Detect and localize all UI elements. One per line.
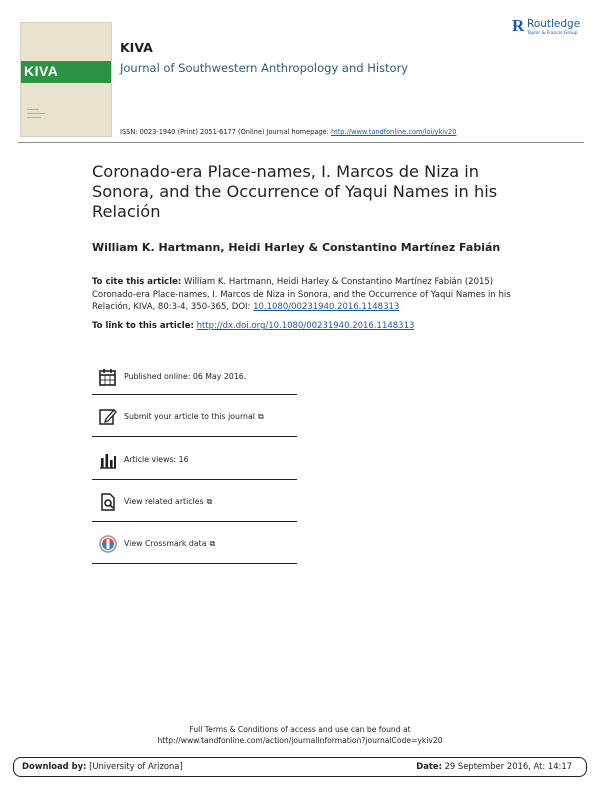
views-row bbox=[92, 450, 297, 490]
citation-block bbox=[92, 276, 532, 314]
cover-title: KIVA bbox=[24, 63, 59, 79]
cover-rule bbox=[27, 109, 39, 110]
article-title: Coronado-era Place-names, I. Marcos de Niza in Sonora, and the Occurrence of Yaqui Names in his Relación bbox=[92, 162, 498, 221]
submit-article-link[interactable] bbox=[124, 412, 264, 422]
journal-homepage-link[interactable]: http://www.tandfonline.com/loi/ykiv20 bbox=[330, 128, 457, 136]
related-label: View related articles bbox=[124, 497, 204, 506]
meta-divider bbox=[92, 521, 297, 522]
cover-rule bbox=[27, 113, 45, 114]
external-link-icon: ⧉ bbox=[206, 497, 213, 506]
related-articles-link[interactable] bbox=[124, 497, 212, 507]
download-by-value: [University of Arizona] bbox=[86, 761, 183, 771]
submit-label: Submit your article to this journal bbox=[124, 412, 255, 421]
submit-row[interactable] bbox=[92, 407, 297, 447]
edit-icon bbox=[98, 407, 118, 427]
routledge-logo-icon: R bbox=[512, 16, 525, 35]
crossmark-icon bbox=[98, 534, 118, 554]
terms-footer bbox=[0, 724, 600, 746]
calendar-icon bbox=[98, 367, 118, 387]
bar-chart-icon bbox=[98, 450, 118, 470]
download-date-value: 29 September 2016, At: 14:17 bbox=[441, 761, 572, 771]
meta-divider bbox=[92, 436, 297, 437]
journal-subtitle: Journal of Southwestern Anthropology and History bbox=[120, 61, 409, 75]
publisher-name: Routledge bbox=[527, 18, 581, 30]
article-views: Article views: 16 bbox=[124, 455, 189, 464]
link-label: To link to this article: bbox=[92, 321, 194, 331]
external-link-icon: ⧉ bbox=[257, 412, 264, 421]
meta-divider bbox=[92, 394, 297, 395]
article-url-link[interactable]: http://dx.doi.org/10.1080/00231940.2016.1148313 bbox=[196, 321, 415, 331]
crossmark-row[interactable] bbox=[92, 534, 297, 574]
citation-text: William K. Hartmann, Heidi Harley & Constantino Martínez Fabián (2015) Coronado-era Place-names, I. Marcos de Niza in Sonora, and the Occurrence of Yaqui Names in his Relación, KIVA, 80:3-4, 350-365, DOI: bbox=[92, 277, 511, 312]
crossmark-link[interactable] bbox=[124, 539, 215, 549]
download-by-label: Download by: bbox=[22, 761, 87, 771]
meta-divider bbox=[92, 479, 297, 480]
citation-label: To cite this article: bbox=[92, 277, 182, 287]
article-authors: William K. Hartmann, Heidi Harley & Constantino Martínez Fabián bbox=[92, 241, 501, 254]
download-by bbox=[22, 761, 183, 771]
journal-cover bbox=[20, 22, 112, 137]
issn-text: ISSN: 0023-1940 (Print) 2051-6177 (Online) Journal homepage: bbox=[120, 128, 331, 136]
download-date bbox=[416, 761, 572, 771]
external-link-icon: ⧉ bbox=[209, 539, 216, 548]
article-link-line bbox=[92, 321, 414, 331]
terms-url[interactable]: http://www.tandfonline.com/action/journalInformation?journalCode=ykiv20 bbox=[157, 736, 443, 745]
related-articles-icon bbox=[98, 492, 118, 512]
published-row bbox=[92, 367, 297, 407]
download-date-label: Date: bbox=[416, 761, 442, 771]
journal-name: KIVA bbox=[120, 40, 153, 55]
meta-divider bbox=[92, 563, 297, 564]
header-divider bbox=[18, 142, 584, 143]
published-date: Published online: 06 May 2016. bbox=[124, 372, 247, 381]
crossmark-label: View Crossmark data bbox=[124, 539, 207, 548]
publisher-logo bbox=[512, 16, 592, 40]
download-info-bar bbox=[13, 757, 587, 777]
doi-link[interactable]: 10.1080/00231940.2016.1148313 bbox=[253, 302, 400, 312]
cover-rule bbox=[27, 117, 41, 118]
publisher-tagline: Taylor & Francis Group bbox=[527, 31, 578, 36]
related-row[interactable] bbox=[92, 492, 297, 532]
issn-line bbox=[120, 128, 456, 136]
terms-line: Full Terms & Conditions of access and use can be found at bbox=[189, 725, 411, 734]
